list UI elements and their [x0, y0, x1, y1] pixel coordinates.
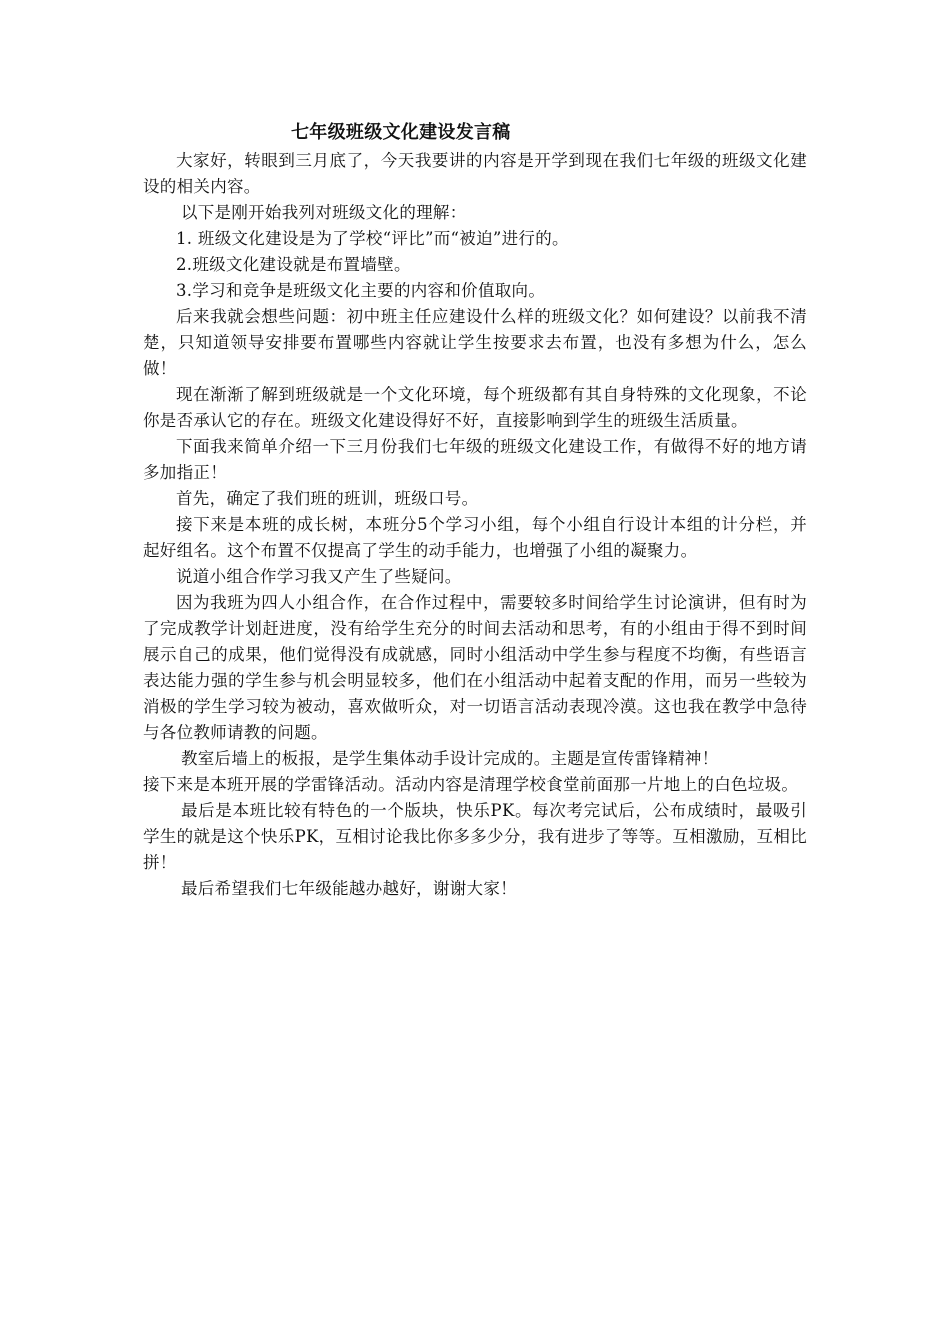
paragraph: 首先，确定了我们班的班训，班级口号。 [176, 489, 479, 508]
list-item: 2.班级文化建设就是布置墙壁。 [176, 255, 411, 274]
paragraph: 最后希望我们七年级能越办越好，谢谢大家！ [180, 879, 517, 898]
paragraph: 说道小组合作学习我又产生了些疑问。 [176, 567, 462, 586]
paragraph: 下面我来简单介绍一下三月份我们七年级的班级文化建设工作，有做得不好的地方请多加指正！ [143, 437, 807, 482]
document-title: 七年级班级文化建设发言稿 [291, 122, 511, 143]
list-item: 1. 班级文化建设是为了学校“评比”而“被迫”进行的。 [176, 229, 569, 248]
paragraph: 大家好，转眼到三月底了，今天我要讲的内容是开学到现在我们七年级的班级文化建设的相关内容。 [143, 151, 807, 196]
paragraph: 以下是刚开始我列对班级文化的理解： [180, 203, 467, 222]
paragraph: 后来我就会想些问题：初中班主任应建设什么样的班级文化？如何建设？以前我不清楚，只知道领导安排要布置哪些内容就让学生按要求去布置，也没有多想为什么，怎么做！ [143, 307, 807, 378]
paragraph: 教室后墙上的板报，是学生集体动手设计完成的。主题是宣传雷锋精神！ [180, 749, 719, 768]
list-item: 3.学习和竞争是班级文化主要的内容和价值取向。 [176, 281, 546, 300]
paragraph: 现在渐渐了解到班级就是一个文化环境，每个班级都有其自身特殊的文化现象，不论你是否承认它的存在。班级文化建设得好不好，直接影响到学生的班级生活质量。 [143, 385, 807, 430]
paragraph: 最后是本班比较有特色的一个版块，快乐PK。每次考完试后，公布成绩时，最吸引学生的就是这个快乐PK，互相讨论我比你多多少分，我有进步了等等。互相激励，互相比拼！ [143, 801, 807, 872]
paragraph: 接下来是本班开展的学雷锋活动。活动内容是清理学校食堂前面那一片地上的白色垃圾。 [143, 775, 799, 794]
paragraph: 接下来是本班的成长树，本班分5个学习小组，每个小组自行设计本组的计分栏，并起好组名。这个布置不仅提高了学生的动手能力，也增强了小组的凝聚力。 [143, 515, 807, 560]
document-page [143, 118, 807, 902]
paragraph: 因为我班为四人小组合作，在合作过程中，需要较多时间给学生讨论演讲，但有时为了完成教学计划赶进度，没有给学生充分的时间去活动和思考，有的小组由于得不到时间展示自己的成果，他们觉得没有成就感，同时小组活动中学生参与程度不均衡，有些语言表达能力强的学生参与机会明显较多，他们在小组活动中起着支配的作用，而另一些较为消极的学生学习较为被动，喜欢做听众，对一切语言活动表现冷漠。这也我在教学中急待与各位教师请教的问题。 [143, 593, 807, 742]
